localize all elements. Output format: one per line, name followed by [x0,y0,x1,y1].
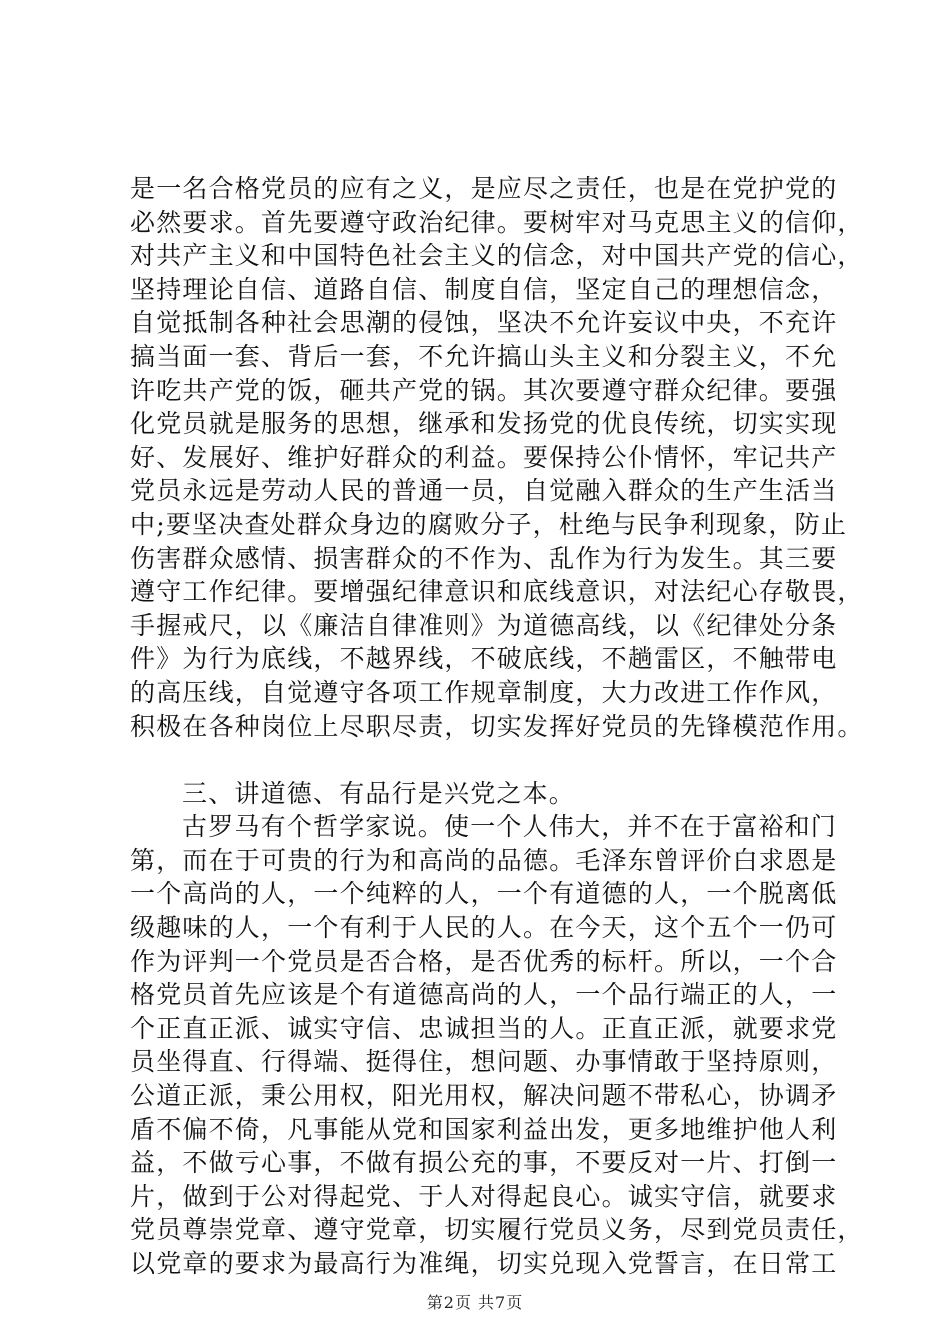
text-line: 化党员就是服务的思想，继承和发扬党的优良传统，切实实现 [130,409,838,439]
text-line: 古罗马有个哲学家说。使一个人伟大，并不在于富裕和门 [182,812,838,842]
text-line: 第，而在于可贵的行为和高尚的品德。毛泽东曾评价白求恩是 [130,845,838,875]
text-line: 个正直正派、诚实守信、忠诚担当的人。正直正派，就要求党 [130,1013,838,1043]
text-line: 格党员首先应该是个有道德高尚的人，一个品行端正的人，一 [130,980,838,1010]
text-line: 件》为行为底线，不越界线，不破底线，不趟雷区，不触带电 [130,644,838,674]
text-line: 员坐得直、行得端、挺得住，想问题、办事情敢于坚持原则， [130,1047,838,1077]
text-line: 党员永远是劳动人民的普通一员，自觉融入群众的生产生活当 [130,476,838,506]
text-line: 坚持理论自信、道路自信、制度自信，坚定自己的理想信念， [130,274,838,304]
paragraph-discipline [130,172,864,743]
text-line: 自觉抵制各种社会思潮的侵蚀，坚决不允许妄议中央，不充许 [130,308,838,338]
paragraph-morality [130,810,864,1280]
text-line: 党员尊崇党章、遵守党章，切实履行党员义务，尽到党员责任， [130,1215,864,1245]
section-heading: 三、讲道德、有品行是兴党之本。 [182,778,576,808]
text-line: 是一名合格党员的应有之义，是应尽之责任，也是在党护党的 [130,174,838,203]
text-line: 必然要求。首先要遵守政治纪律。要树牢对马克思主义的信仰， [130,207,864,237]
text-line: 益，不做亏心事，不做有损公充的事，不要反对一片、打倒一 [130,1148,838,1178]
document-body [130,172,864,1281]
text-line: 手握戒尺，以《廉洁自律准则》为道德高线，以《纪律处分条 [130,610,838,640]
text-line: 盾不偏不倚，凡事能从党和国家利益出发，更多地维护他人利 [130,1114,838,1144]
text-line: 以党章的要求为最高行为准绳，切实兑现入党誓言，在日常工 [130,1249,838,1278]
text-line: 的高压线，自觉遵守各项工作规章制度，大力改进工作作风， [130,677,838,707]
text-line: 积极在各种岗位上尽职尽责，切实发挥好党员的先锋模范作用。 [130,711,864,741]
text-line: 一个高尚的人，一个纯粹的人，一个有道德的人，一个脱离低 [130,879,838,909]
text-line: 级趣味的人，一个有利于人民的人。在今天，这个五个一仍可 [130,913,838,943]
text-line: 片，做到于公对得起党、于人对得起良心。诚实守信，就要求 [130,1181,838,1211]
text-line: 遵守工作纪律。要增强纪律意识和底线意识，对法纪心存敬畏， [130,577,864,607]
text-line: 公道正派，秉公用权，阳光用权，解决问题不带私心，协调矛 [130,1081,838,1111]
text-line: 伤害群众感情、损害群众的不作为、乱作为行为发生。其三要 [130,543,838,573]
text-line: 许吃共产党的饭，砸共产党的锅。其次要遵守群众纪律。要强 [130,375,838,405]
page-number: 第2页 共7页 [426,1293,524,1312]
text-line: 作为评判一个党员是否合格，是否优秀的标杆。所以，一个合 [130,946,838,976]
text-line: 搞当面一套、背后一套，不允许搞山头主义和分裂主义，不允 [130,341,838,371]
text-line: 对共产主义和中国特色社会主义的信念，对中国共产党的信心， [130,241,864,271]
text-line: 中;要坚决查处群众身边的腐败分子，杜绝与民争利现象，防止 [130,509,848,539]
paragraph-spacer [130,743,850,777]
text-line: 好、发展好、维护好群众的利益。要保持公仆情怀，牢记共产 [130,442,838,472]
